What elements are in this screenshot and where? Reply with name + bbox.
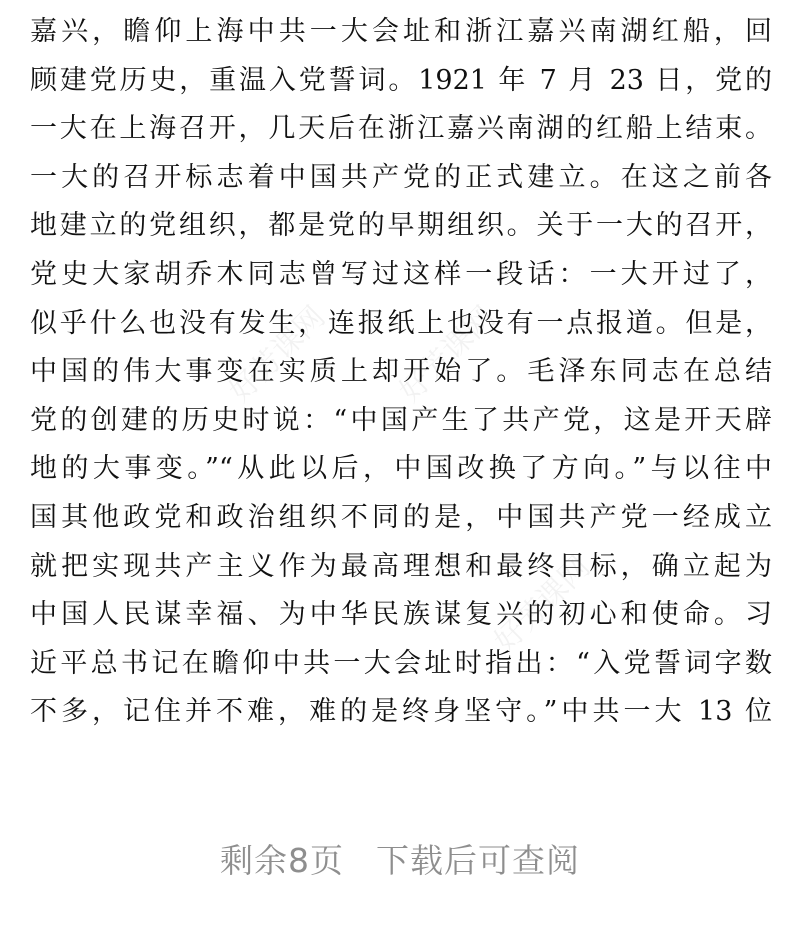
text-line: 一大在上海召开，几天后在浙江嘉兴南湖的红船上结束。 [30,113,772,145]
text-line: 近平总书记在瞻仰中共一大会址时指出：“入党誓词字数 [30,647,772,679]
watermark: 好芳课网 [222,299,333,410]
remaining-pages-text: 剩余8页 [220,841,344,880]
text-line: 似乎什么也没有发生，连报纸上也没有一点报道。但是， [30,307,772,339]
text-line: 国其他政党和政治组织不同的是，中国共产党一经成立 [30,501,772,533]
download-prompt-text: 下载后可查阅 [376,841,580,880]
text-line: 顾建党历史，重温入党誓词。1921 年 7 月 23 日，党的 [30,64,772,96]
text-line: 地建立的党组织，都是党的早期组织。关于一大的召开， [30,210,772,242]
text-line: 地的大事变。”“从此以后，中国改换了方向。”与以往中 [30,453,772,485]
text-line: 中国人民谋幸福、为中华民族谋复兴的初心和使命。习 [30,599,772,631]
text-line: 党的创建的历史时说：“中国产生了共产党，这是开天辟 [30,404,772,436]
text-line: 党史大家胡乔木同志曾写过这样一段话：一大开过了， [30,258,772,290]
download-to-read-more-link[interactable] [0,835,800,882]
text-line: 就把实现共产主义作为最高理想和最终目标，确立起为 [30,550,772,582]
text-line: 一大的召开标志着中国共产党的正式建立。在这之前各 [30,161,772,193]
document-body [30,8,772,737]
text-line: 中国的伟大事变在实质上却开始了。毛泽东同志在总结 [30,356,772,388]
text-line: 不多，记住并不难，难的是终身坚守。”中共一大 13 位 [30,696,772,728]
watermark: 好芳课网 [487,549,598,660]
watermark: 好芳课网 [392,299,503,410]
text-line: 嘉兴，瞻仰上海中共一大会址和浙江嘉兴南湖红船，回 [30,16,772,47]
